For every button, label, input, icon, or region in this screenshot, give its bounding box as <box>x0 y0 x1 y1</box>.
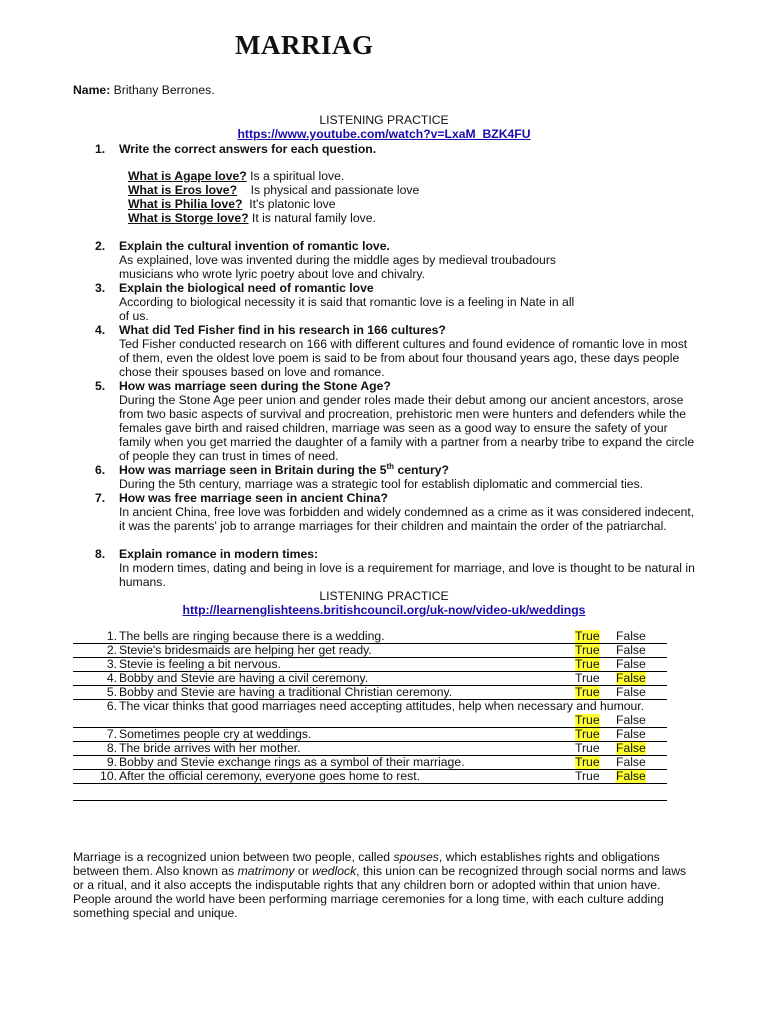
marriage-paragraph <box>73 850 698 920</box>
youtube-link[interactable]: https://www.youtube.com/watch?v=LxaM_BZK4FU <box>237 127 531 141</box>
row-number: 8. <box>106 741 117 755</box>
true-option[interactable]: True <box>575 755 600 769</box>
listening-practice-heading-2: LISTENING PRACTICE <box>319 589 449 603</box>
row-number: 2. <box>106 643 117 657</box>
false-option[interactable]: False <box>616 741 646 755</box>
table-row <box>73 728 667 742</box>
table-end-rule <box>73 800 667 801</box>
question-3 <box>95 281 700 323</box>
name-value: Brithany Berrones. <box>113 83 215 97</box>
false-option[interactable]: False <box>616 643 646 657</box>
true-option[interactable]: True <box>575 769 600 783</box>
question-title-end: century? <box>394 463 449 477</box>
table-row <box>73 658 667 672</box>
paragraph-text: or <box>294 864 313 878</box>
paragraph-text: , this union can be recognized through social norms and laws or a ritual, and it also accepts the indisputable rights that any children born or adopted within that union have. People around the world have been performing marriage ceremonies for a long time, with each culture adding something special and unique. <box>73 864 687 920</box>
row-number: 6. <box>106 699 117 713</box>
question-4 <box>95 323 700 379</box>
definition-question: What is Agape love? <box>128 169 247 183</box>
question-8 <box>95 547 700 589</box>
row-statement: The vicar thinks that good marriages need accepting attitudes, help when necessary and humour. <box>119 699 645 713</box>
question-2 <box>95 239 700 281</box>
table-row <box>73 630 667 644</box>
listening-practice-heading-1: LISTENING PRACTICE <box>319 113 449 127</box>
row-statement: Bobby and Stevie exchange rings as a symbol of their marriage. <box>119 755 465 769</box>
page-title: MARRIAG <box>235 30 374 60</box>
question-number: 6. <box>95 463 106 477</box>
question-title: Explain the cultural invention of romantic love. <box>119 239 390 253</box>
definition-row <box>128 197 419 211</box>
question-title: How was marriage seen during the Stone Age? <box>119 379 391 393</box>
table-row <box>73 742 667 756</box>
false-option[interactable]: False <box>616 657 646 671</box>
true-option[interactable]: True <box>575 713 600 727</box>
table-row <box>73 686 667 700</box>
row-number: 10. <box>100 769 117 783</box>
definition-answer: Is physical and passionate love <box>237 183 420 197</box>
row-statement: Stevie is feeling a bit nervous. <box>119 657 281 671</box>
true-option[interactable]: True <box>575 671 600 685</box>
question-answer: During the Stone Age peer union and gender roles made their debut among our ancient ancestors, arose from two basic aspects of survival and procreation, prehistoric men were hunters and defenders while the females gave birth and raised children, marriage was seen as a good way to ensure the safety of your family when you get married the daughter of a family with a partner from a nearby tribe to expand the circle of people they can trust in times of need. <box>119 393 695 463</box>
question-title: Explain romance in modern times: <box>119 547 319 561</box>
love-definitions <box>128 169 419 225</box>
superscript: th <box>386 461 395 471</box>
question-title: How was free marriage seen in ancient China? <box>119 491 388 505</box>
false-option[interactable]: False <box>616 685 646 699</box>
definition-answer: It is natural family love. <box>248 211 376 225</box>
paragraph-text: , which establishes rights and obligations between them. Also known as <box>73 850 660 878</box>
question-number: 4. <box>95 323 106 337</box>
false-option[interactable]: False <box>616 629 646 643</box>
false-option[interactable]: False <box>616 727 646 741</box>
paragraph-term: matrimony <box>237 864 295 878</box>
table-row <box>73 770 667 784</box>
row-number: 3. <box>106 657 117 671</box>
question-1 <box>95 142 700 156</box>
definition-answer: It's platonic love <box>242 197 336 211</box>
question-title: Write the correct answers for each question. <box>119 142 377 156</box>
row-number: 5. <box>106 685 117 699</box>
question-answer: As explained, love was invented during the middle ages by medieval troubadours musicians who wrote lyric poetry about love and chivalry. <box>119 253 556 281</box>
question-answer: According to biological necessity it is said that romantic love is a feeling in Nate in all of us. <box>119 295 575 323</box>
definition-row <box>128 211 419 225</box>
table-row <box>73 756 667 770</box>
row-statement: Sometimes people cry at weddings. <box>119 727 312 741</box>
definition-answer: Is a spiritual love. <box>246 169 345 183</box>
question-number: 8. <box>95 547 106 561</box>
row-number: 9. <box>106 755 117 769</box>
row-statement: The bells are ringing because there is a wedding. <box>119 629 385 643</box>
row-statement: Bobby and Stevie are having a traditional Christian ceremony. <box>119 685 453 699</box>
question-title: What did Ted Fisher find in his research in 166 cultures? <box>119 323 446 337</box>
row-statement: Bobby and Stevie are having a civil ceremony. <box>119 671 369 685</box>
true-option[interactable]: True <box>575 629 600 643</box>
question-number: 5. <box>95 379 106 393</box>
paragraph-term: wedlock <box>312 864 357 878</box>
question-title: Explain the biological need of romantic love <box>119 281 374 295</box>
row-number: 1. <box>106 629 117 643</box>
row-number: 4. <box>106 671 117 685</box>
question-number: 2. <box>95 239 106 253</box>
row-statement: Stevie's bridesmaids are helping her get ready. <box>119 643 372 657</box>
true-option[interactable]: True <box>575 727 600 741</box>
question-answer: In ancient China, free love was forbidden and widely condemned as a crime as it was considered indecent, it was the parents' job to arrange marriages for their children and maintain the order of the patriarchal. <box>119 505 695 533</box>
false-option[interactable]: False <box>616 755 646 769</box>
false-option[interactable]: False <box>616 713 646 727</box>
row-statement: After the official ceremony, everyone goes home to rest. <box>119 769 421 783</box>
false-option[interactable]: False <box>616 671 646 685</box>
row-statement: The bride arrives with her mother. <box>119 741 301 755</box>
table-row <box>73 672 667 686</box>
paragraph-text: Marriage is a recognized union between two people, called <box>73 850 394 864</box>
question-answer: Ted Fisher conducted research on 166 with different cultures and found evidence of romantic love in most of them, even the oldest love poem is said to be from about four thousand years ago, these days people chose their spouses based on love and romance. <box>119 337 688 379</box>
question-6 <box>95 463 700 491</box>
true-false-table <box>73 630 667 784</box>
true-option[interactable]: True <box>575 741 600 755</box>
definition-question: What is Eros love? <box>128 183 238 197</box>
britishcouncil-link[interactable]: http://learnenglishteens.britishcouncil.org/uk-now/video-uk/weddings <box>182 603 586 617</box>
definition-row <box>128 183 419 197</box>
row-number: 7. <box>106 727 117 741</box>
true-option[interactable]: True <box>575 643 600 657</box>
question-number: 3. <box>95 281 106 295</box>
false-option[interactable]: False <box>616 769 646 783</box>
question-title: How was marriage seen in Britain during the 5 <box>119 463 387 477</box>
question-5 <box>95 379 700 463</box>
true-option[interactable]: True <box>575 685 600 699</box>
name-line <box>73 83 215 97</box>
definition-question: What is Storge love? <box>128 211 249 225</box>
definition-question: What is Philia love? <box>128 197 243 211</box>
question-answer: In modern times, dating and being in love is a requirement for marriage, and love is thought to be natural in humans. <box>119 561 695 589</box>
question-7 <box>95 491 700 533</box>
table-row <box>73 700 667 728</box>
question-answer: During the 5th century, marriage was a strategic tool for establish diplomatic and commercial ties. <box>119 477 644 491</box>
paragraph-term: spouses <box>393 850 439 864</box>
question-number: 7. <box>95 491 106 505</box>
name-label: Name: <box>73 83 111 97</box>
question-number: 1. <box>95 142 106 156</box>
true-option[interactable]: True <box>575 657 600 671</box>
definition-row <box>128 169 419 183</box>
table-row <box>73 644 667 658</box>
